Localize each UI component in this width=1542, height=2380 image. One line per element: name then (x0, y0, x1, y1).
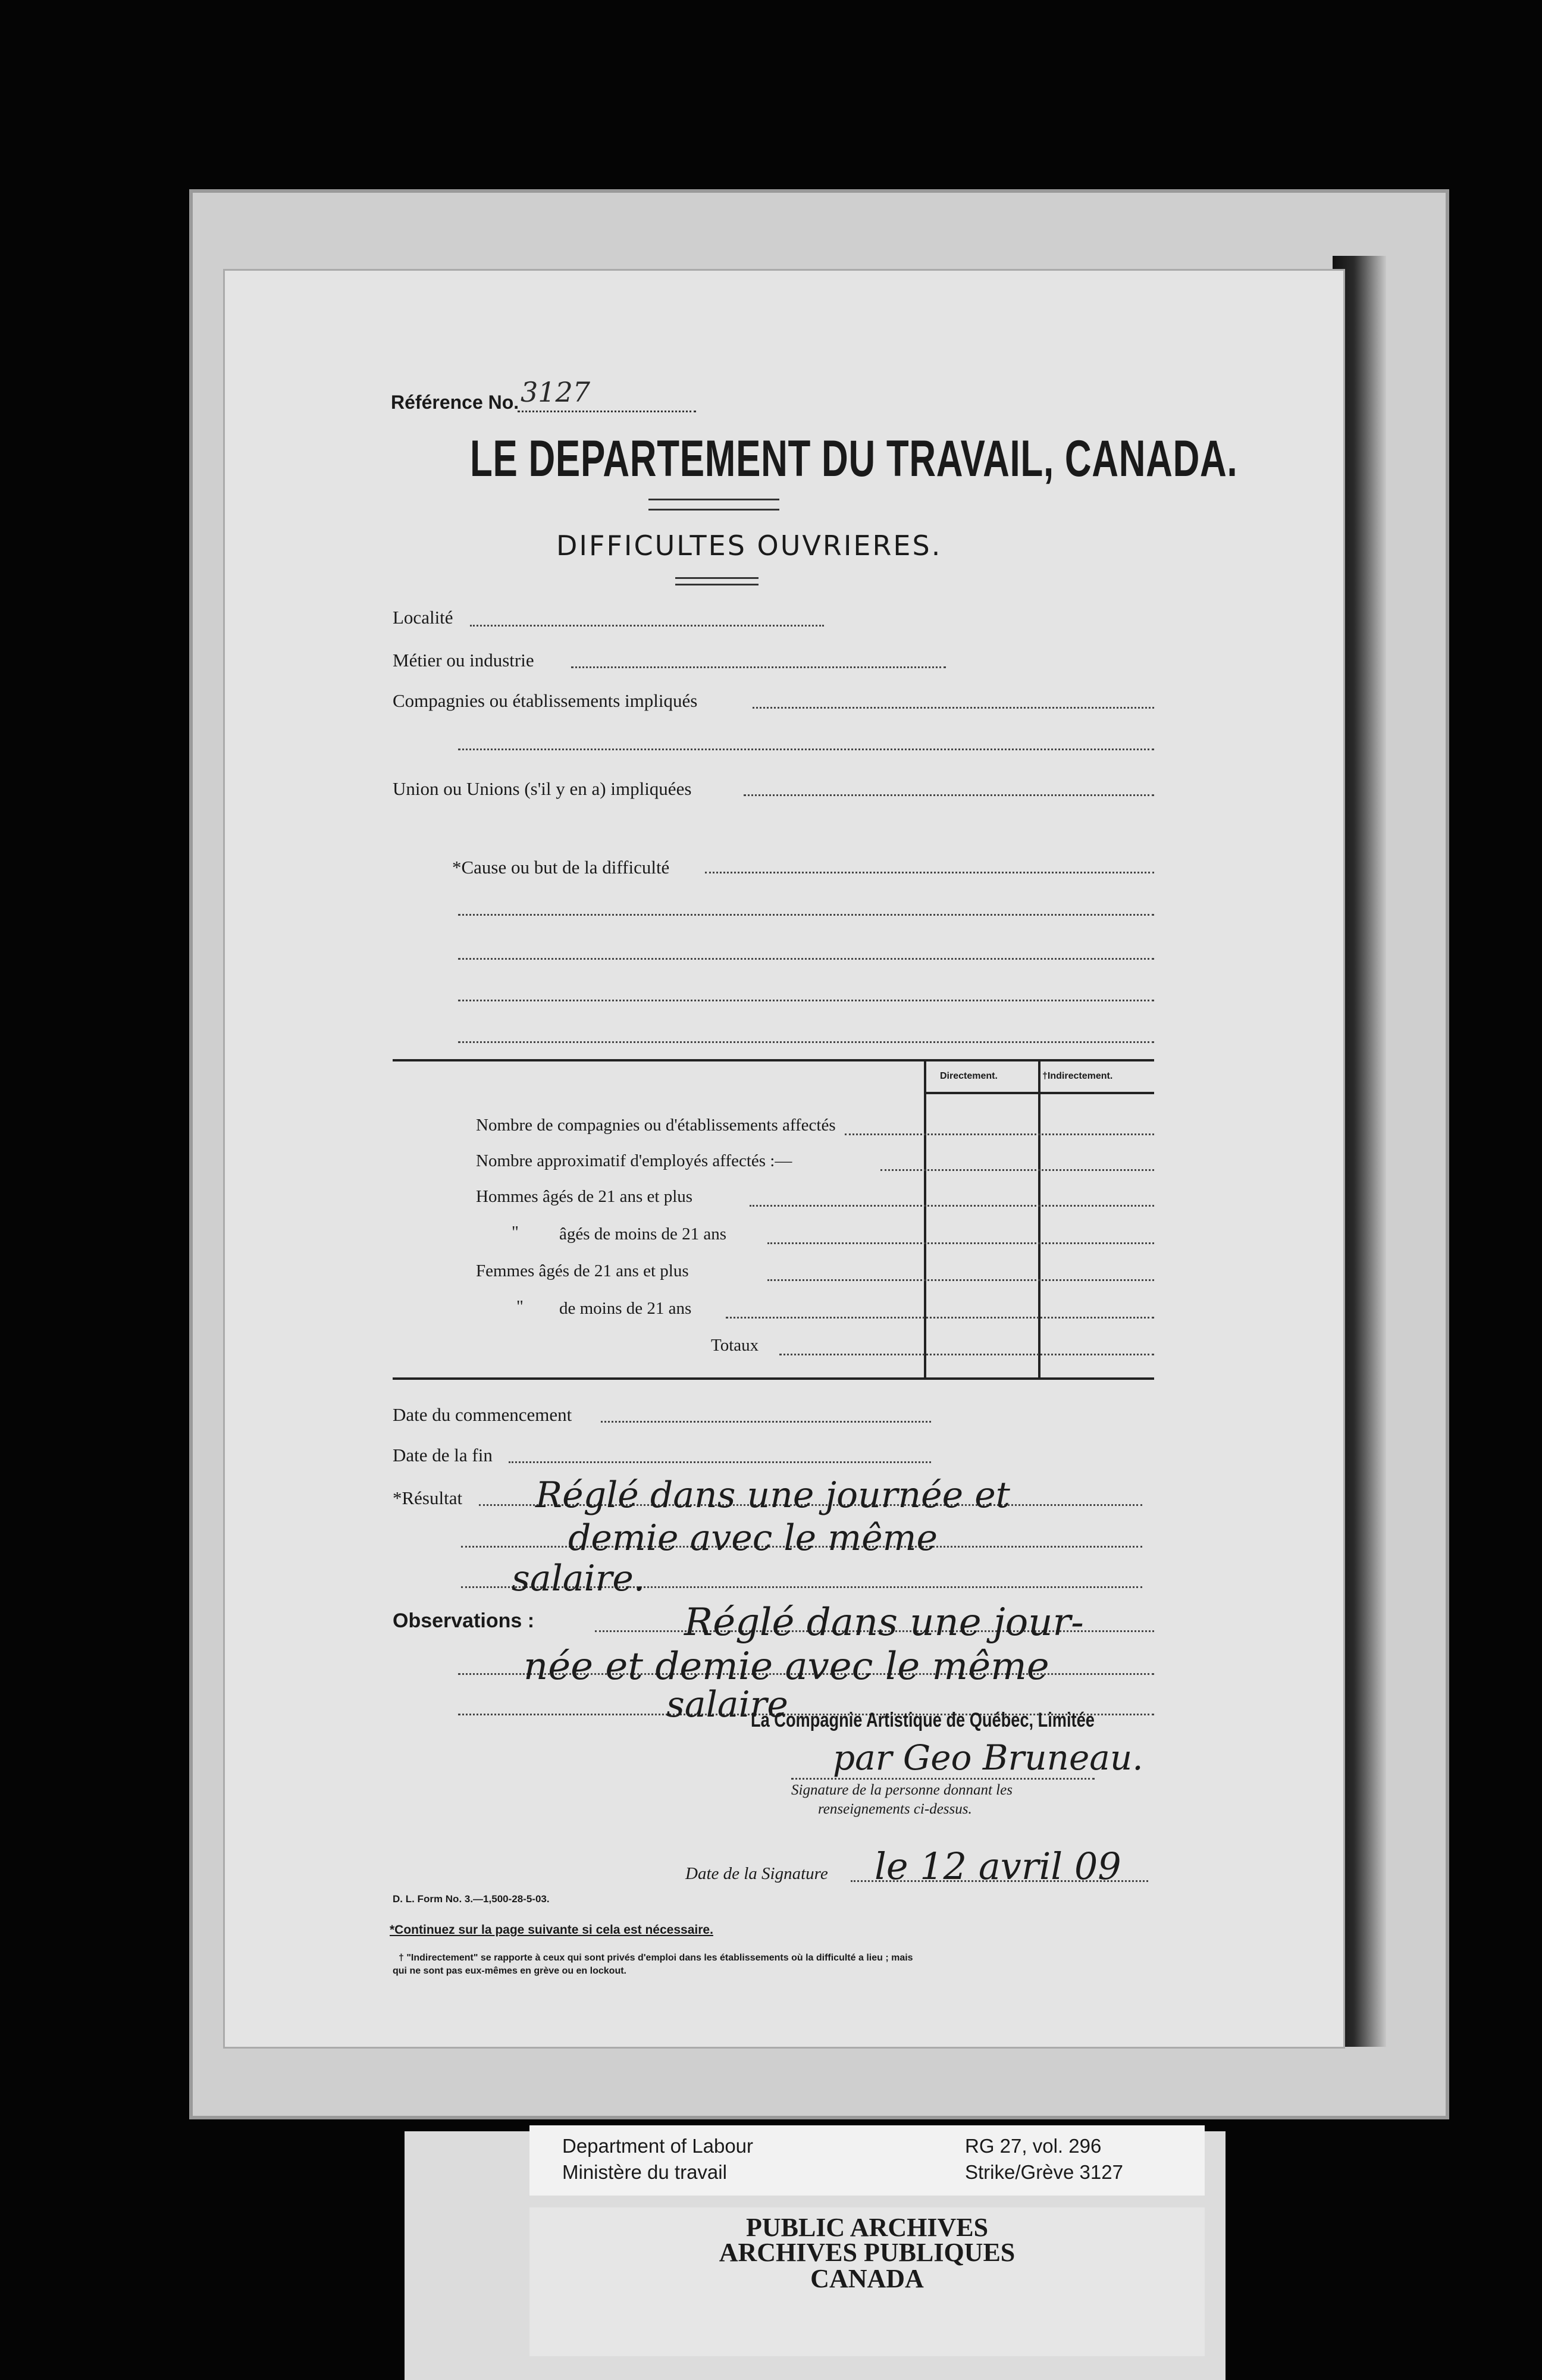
compagnies-line (753, 707, 1154, 709)
table-dotted-row (779, 1354, 1154, 1355)
observations-handwriting-1: Réglé dans une jour- (684, 1601, 1084, 1645)
date-signature-handwriting: le 12 avril 09 (875, 1844, 1121, 1888)
archives-french: ARCHIVES PUBLIQUES (719, 2238, 1016, 2267)
table-dotted-row (880, 1169, 1154, 1171)
field-unions: Union ou Unions (s'il y en a) impliquées (393, 778, 692, 799)
reference-number: 3127 (521, 376, 591, 408)
subtitle-ornament (675, 577, 759, 585)
table-row: Nombre de compagnies ou d'établissements affectés (476, 1116, 836, 1135)
signature-line (791, 1778, 1095, 1780)
table-header-rule (924, 1092, 1154, 1094)
continue-note: *Continuez sur la page suivante si cela est nécessaire. (390, 1923, 713, 1937)
commencement-line (601, 1421, 931, 1423)
ditto-mark: " (512, 1223, 519, 1242)
archives-english: PUBLIC ARCHIVES (745, 2213, 989, 2242)
field-compagnies: Compagnies ou établissements impliqués (393, 690, 698, 711)
cause-line-4 (458, 1000, 1154, 1001)
signature-caption-2: renseignements ci-dessus. (818, 1801, 972, 1817)
ditto-mark: " (516, 1297, 524, 1316)
table-row: de moins de 21 ans (559, 1299, 692, 1318)
fin-line (509, 1461, 931, 1463)
resultat-handwriting-3: salaire. (512, 1558, 645, 1599)
field-date-fin: Date de la fin (393, 1445, 493, 1465)
table-col-divider-2 (1038, 1059, 1040, 1377)
resultat-handwriting-1: Réglé dans une journée et (535, 1474, 1010, 1516)
cause-line-1 (705, 872, 1154, 873)
table-dotted-row (726, 1317, 1154, 1319)
form-subtitle: DIFFICULTES OUVRIERES. (556, 530, 942, 562)
archives-country: CANADA (810, 2264, 924, 2293)
field-metier: Métier ou industrie (393, 650, 534, 671)
cause-line-5 (458, 1041, 1154, 1043)
table-bottom-rule (393, 1377, 1154, 1380)
table-dotted-row (767, 1242, 1154, 1244)
unions-line (744, 794, 1154, 796)
field-resultat: *Résultat (393, 1488, 463, 1508)
signature-handwriting: par Geo Bruneau. (833, 1737, 1143, 1778)
footnote-line-2: qui ne sont pas eux-mêmes en grève ou en lockout. (393, 1966, 626, 1976)
observations-handwriting-2: née et demie avec le même (524, 1645, 1049, 1689)
col-indirectement: †Indirectement. (1042, 1071, 1113, 1081)
title-ornament (648, 499, 779, 511)
table-row: Nombre approximatif d'employés affectés :— (476, 1151, 792, 1170)
table-dotted-row (750, 1205, 1154, 1207)
observations-handwriting-3: salaire (666, 1684, 788, 1726)
cause-line-2 (458, 914, 1154, 916)
field-date-commencement: Date du commencement (393, 1404, 572, 1425)
reference-label: Référence No. (391, 392, 519, 413)
localite-line (470, 625, 824, 627)
resultat-handwriting-2: demie avec le même (568, 1517, 938, 1559)
field-localite: Localité (393, 607, 453, 628)
col-directement: Directement. (940, 1071, 998, 1081)
table-dotted-row (845, 1133, 1154, 1135)
dept-french: Ministère du travail (562, 2161, 727, 2183)
table-row: Hommes âgés de 21 ans et plus (476, 1187, 693, 1206)
table-col-divider-1 (924, 1059, 926, 1377)
dept-english: Department of Labour (562, 2135, 754, 2157)
reference-line (518, 411, 696, 412)
strike-number: Strike/Grève 3127 (965, 2161, 1123, 2183)
footnote-line-1: † "Indirectement" se rapporte à ceux qui sont privés d'emploi dans les établissements où la difficulté a lieu ; mais (399, 1953, 913, 1963)
field-cause: *Cause ou but de la difficulté (452, 857, 670, 878)
form-title: LE DEPARTEMENT DU TRAVAIL, CANADA. (470, 430, 1238, 487)
table-row: Femmes âgés de 21 ans et plus (476, 1261, 689, 1280)
company-stamp: La Compagnie Artistique de Québec, Limitée (751, 1709, 1095, 1731)
date-signature-label: Date de la Signature (685, 1864, 828, 1883)
compagnies-line-2 (458, 749, 1154, 750)
table-dotted-row (767, 1279, 1154, 1281)
record-group: RG 27, vol. 296 (965, 2135, 1102, 2157)
signature-caption-1: Signature de la personne donnant les (791, 1782, 1013, 1798)
table-row-totals: Totaux (711, 1336, 759, 1355)
table-row: âgés de moins de 21 ans (559, 1225, 727, 1244)
form-number: D. L. Form No. 3.—1,500-28-5-03. (393, 1893, 550, 1905)
field-observations: Observations : (393, 1609, 535, 1632)
cause-line-3 (458, 958, 1154, 960)
metier-line (571, 666, 946, 668)
